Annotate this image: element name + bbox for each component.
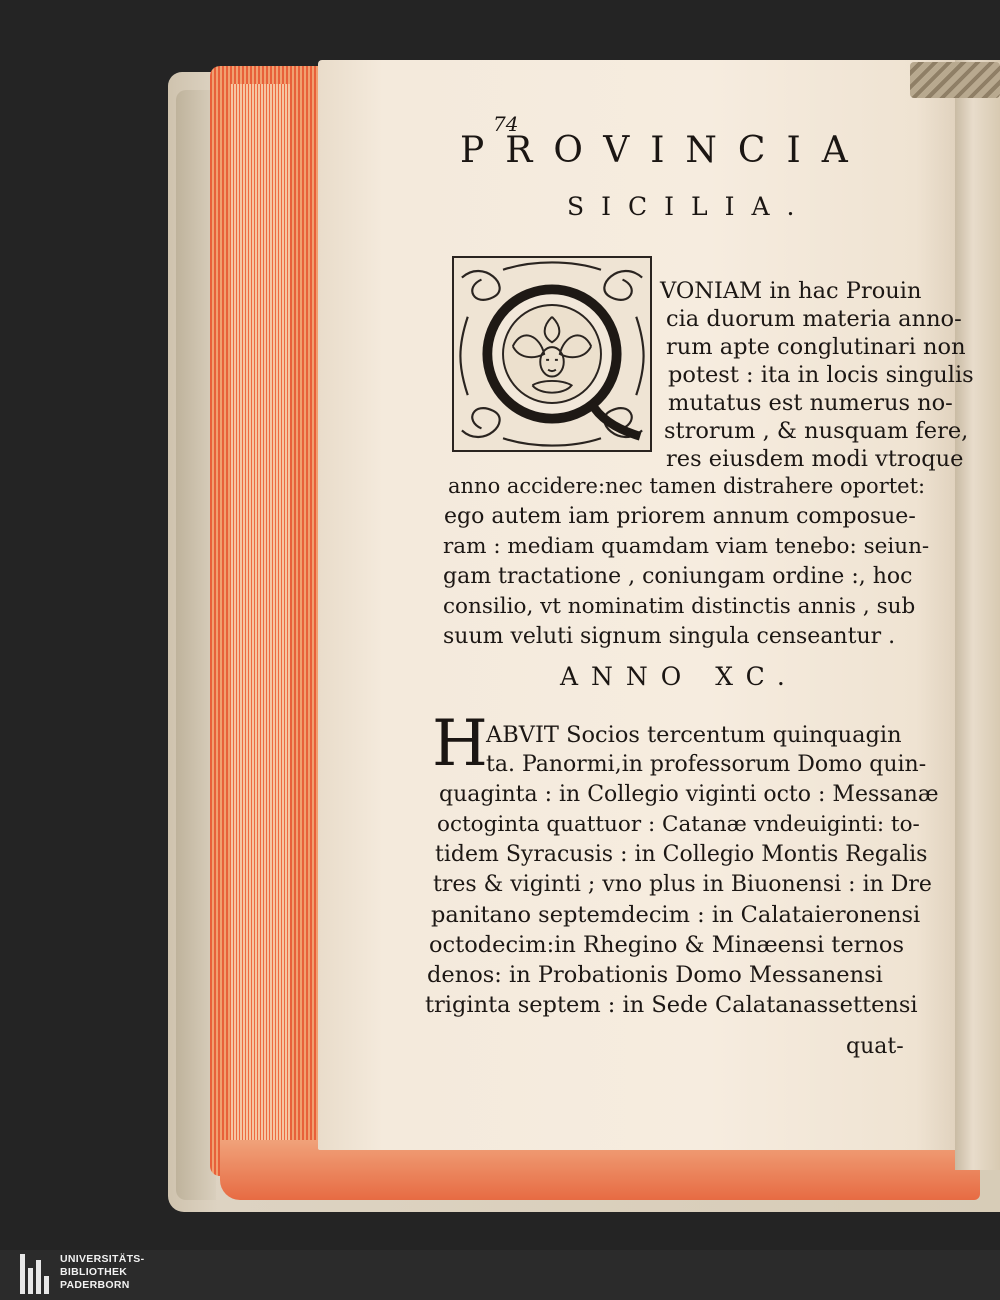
library-name-line2: BIBLIOTHEK — [60, 1266, 128, 1278]
catchword: quat- — [846, 1034, 904, 1059]
decorated-initial-q — [452, 256, 652, 452]
library-name-line3: PADERBORN — [60, 1279, 130, 1291]
intro-line: mutatus est numerus no- — [668, 390, 953, 416]
intro-line: anno accidere:nec tamen distrahere oportet: — [448, 474, 926, 498]
section-line: octodecim:in Rhegino & Minæensi ternos — [429, 932, 904, 958]
section-line: panitano septemdecim : in Calataieronensi — [431, 902, 921, 928]
intro-line: gam tractatione , coniungam ordine :, hoc — [443, 564, 913, 589]
section-line: ABVIT Socios tercentum quinquagin — [486, 722, 902, 748]
section-line: ta. Panormi,in professorum Domo quin- — [486, 752, 927, 777]
intro-line: ego autem iam priorem annum composue- — [444, 504, 916, 529]
library-name-line1: UNIVERSITÄTS- — [60, 1253, 145, 1265]
intro-line: potest : ita in locis singulis — [668, 362, 974, 388]
intro-line: cia duorum materia anno- — [666, 306, 962, 332]
intro-line: strorum , & nusquam fere, — [664, 418, 969, 444]
page-stack-inner — [230, 84, 290, 1164]
intro-line: res eiusdem modi vtroque — [666, 446, 964, 472]
page-subtitle: SICILIA. — [567, 192, 812, 221]
section-line: tres & viginti ; vno plus in Biuonensi : in Dre — [433, 872, 932, 897]
page-number: 74 — [493, 112, 519, 136]
intro-line: ram : mediam quamdam viam tenebo: seiun- — [443, 534, 930, 559]
section-heading: ANNO XC. — [560, 662, 798, 691]
ornament-q-icon — [454, 258, 650, 450]
intro-line: VONIAM in hac Prouin — [660, 278, 922, 304]
intro-line: rum apte conglutinari non — [666, 334, 966, 360]
section-line: triginta septem : in Sede Calatanassettensi — [425, 992, 918, 1018]
section-line: quaginta : in Collegio viginti octo : Messanæ — [439, 782, 939, 807]
section-line: denos: in Probationis Domo Messanensi — [427, 962, 883, 988]
library-logo-icon — [20, 1254, 52, 1294]
intro-line: suum veluti signum singula censeantur . — [443, 624, 896, 649]
intro-line: consilio, vt nominatim distinctis annis , sub — [443, 594, 916, 619]
page-title: PROVINCIA — [460, 130, 869, 171]
book-gutter — [955, 60, 1000, 1170]
footer-bar — [0, 1250, 1000, 1300]
binding-cord — [910, 62, 1000, 98]
section-line: tidem Syracusis : in Collegio Montis Regalis — [435, 842, 928, 867]
section-dropcap: H — [432, 707, 488, 781]
section-line: octoginta quattuor : Catanæ vndeuiginti: to- — [437, 812, 920, 837]
